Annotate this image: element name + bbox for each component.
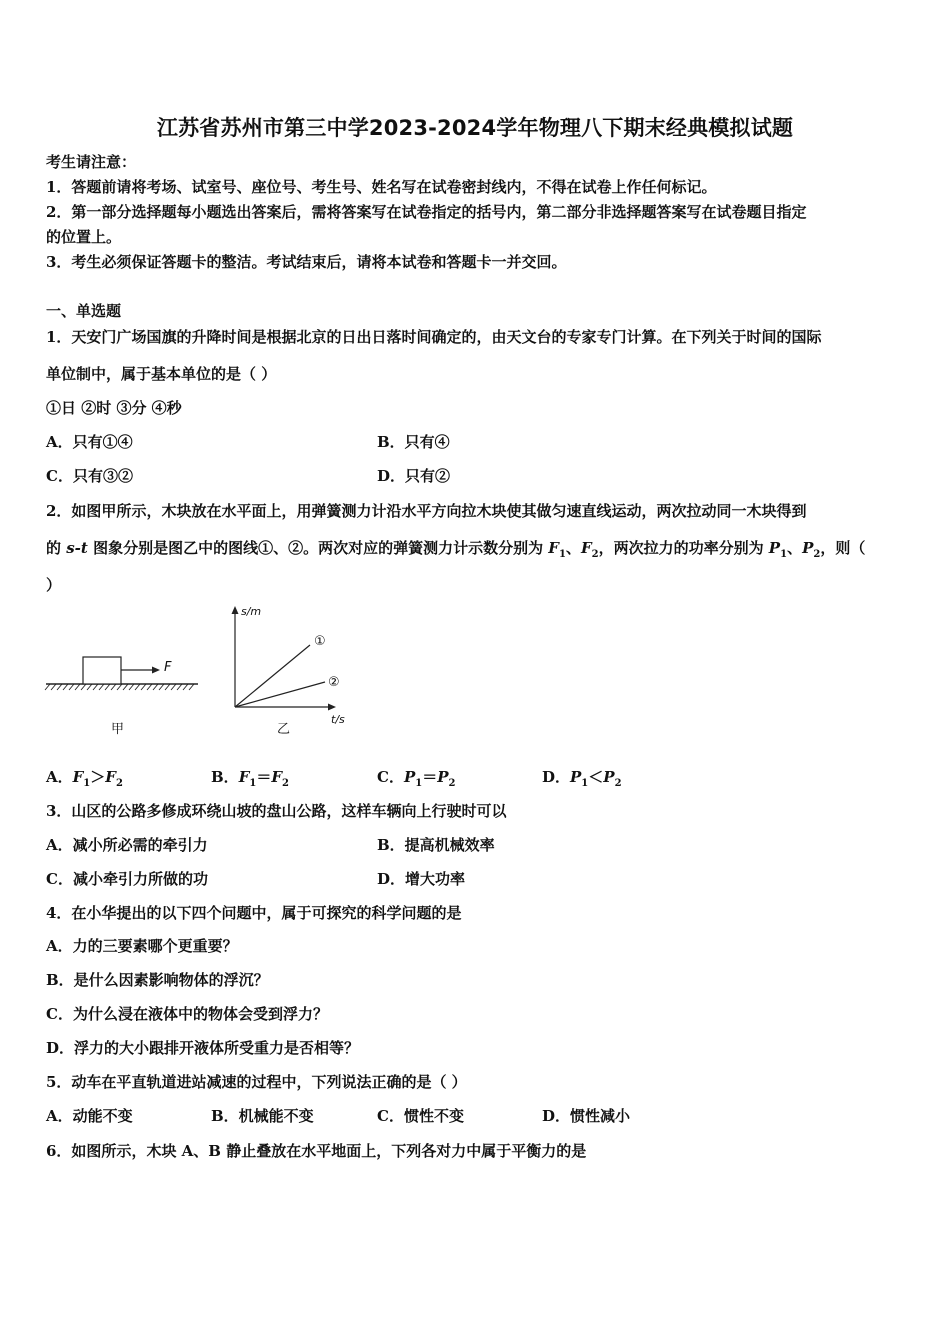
q2-figure-svg: [40, 600, 360, 750]
q6-stem: 6．如图所示，木块 A、B 静止叠放在水平地面上，下列各对力中属于平衡力的是: [46, 1142, 587, 1160]
q1-option-c: C．只有③②: [46, 467, 133, 485]
q1-option-b: B．只有④: [377, 433, 450, 451]
ground-surface: [45, 684, 198, 690]
notice-item-3: 3．考生必须保证答题卡的整洁。考试结束后，请将本试卷和答题卡一并交回。: [46, 253, 567, 271]
q2-stem-line3: ）: [46, 576, 62, 594]
q4-option-c: C．为什么浸在液体中的物体会受到浮力？: [46, 1005, 328, 1023]
q1-option-a: A．只有①④: [46, 433, 133, 451]
q1-choices: ①日 ②时 ③分 ④秒: [46, 399, 182, 417]
q5-option-a: A．动能不变: [46, 1107, 133, 1125]
notice-heading: 考生请注意：: [46, 153, 137, 171]
graph-line-2: [235, 682, 325, 707]
q1-stem-line2: 单位制中，属于基本单位的是（ ）: [46, 365, 277, 383]
notice-item-2-cont: 的位置上。: [46, 228, 122, 246]
force-arrow: [121, 667, 160, 674]
wood-block: [83, 657, 121, 684]
page-title: 江苏省苏州市第三中学2023-2024学年物理八下期末经典模拟试题: [156, 116, 794, 140]
caption-yi: 乙: [277, 722, 291, 737]
q3-option-b: B．提高机械效率: [377, 836, 495, 854]
notice-item-1: 1．答题前请将考场、试室号、座位号、考生号、姓名写在试卷密封线内，不得在试卷上作任何标记。: [46, 178, 717, 196]
q4-option-a: A．力的三要素哪个更重要？: [46, 937, 238, 955]
q4-option-d: D．浮力的大小跟排开液体所受重力是否相等？: [46, 1039, 360, 1057]
q2-figure: [40, 600, 360, 750]
q5-stem: 5．动车在平直轨道进站减速的过程中，下列说法正确的是（ ）: [46, 1073, 467, 1091]
notice-item-2: 2．第一部分选择题每小题选出答案后，需将答案写在试卷指定的括号内，第二部分非选择题答案写在试卷题目指定: [46, 203, 807, 221]
q4-option-b: B．是什么因素影响物体的浮沉？: [46, 971, 269, 989]
q5-option-c: C．惯性不变: [377, 1107, 464, 1125]
q1-option-d: D．只有②: [377, 467, 451, 485]
y-axis-label: s/m: [241, 605, 262, 618]
graph-line-1: [235, 645, 310, 707]
caption-jia: 甲: [111, 722, 125, 737]
q3-option-a: A．减小所必需的牵引力: [46, 836, 208, 854]
line-2-label: ②: [328, 675, 340, 690]
q2-stem-line1: 2．如图甲所示，木块放在水平面上，用弹簧测力计沿水平方向拉木块使其做匀速直线运动，两次拉动同一木块得到: [46, 502, 807, 520]
section-heading: 一、单选题: [46, 302, 122, 320]
x-axis-label: t/s: [331, 713, 345, 726]
q4-stem: 4．在小华提出的以下四个问题中，属于可探究的科学问题的是: [46, 904, 462, 922]
q2-option-c: C．$P_1=P_2$: [377, 768, 456, 789]
q3-stem: 3．山区的公路多修成环绕山坡的盘山公路，这样车辆向上行驶时可以: [46, 802, 507, 820]
line-1-label: ①: [314, 634, 326, 649]
st-graph-axes: [232, 606, 337, 711]
q3-option-d: D．增大功率: [377, 870, 466, 888]
q1-stem-line1: 1．天安门广场国旗的升降时间是根据北京的日出日落时间确定的，由天文台的专家专门计算。在下列关于时间的国际: [46, 328, 822, 346]
q5-option-d: D．惯性减小: [542, 1107, 631, 1125]
q3-option-c: C．减小牵引力所做的功: [46, 870, 208, 888]
q2-stem-line2: 的 s-t 图象分别是图乙中的图线①、②。两次对应的弹簧测力计示数分别为 $F_1$、$F_2$，两次拉力的功率分别为 $P_1$、$P_2$，则（: [46, 539, 866, 560]
q2-option-a: A．$F_1>F_2$: [46, 768, 123, 789]
q5-option-b: B．机械能不变: [211, 1107, 314, 1125]
q2-option-d: D．$P_1<P_2$: [542, 768, 622, 789]
force-label: F: [164, 660, 172, 675]
q2-option-b: B．$F_1=F_2$: [211, 768, 289, 789]
